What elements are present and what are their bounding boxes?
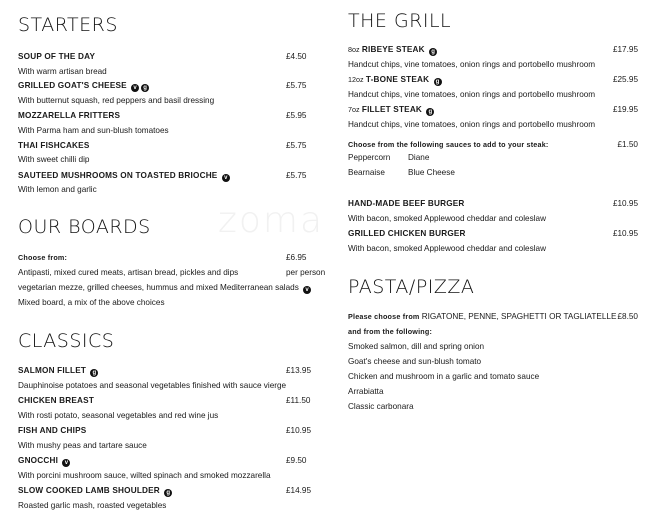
sauce-list bbox=[348, 153, 638, 183]
classic-item bbox=[18, 454, 328, 468]
item-name: MOZZARELLA FRITTERS bbox=[18, 111, 121, 120]
item-price: £10.95 bbox=[286, 426, 312, 435]
pasta-option: Chicken and mushroom in a garlic and tomato sauce bbox=[348, 372, 540, 381]
item-name: SALMON FILLET bbox=[18, 366, 87, 375]
sauce-heading: Choose from the following sauces to add to your steak: bbox=[348, 140, 549, 149]
board-option bbox=[18, 266, 328, 280]
item-name: GRILLED GOAT'S CHEESE bbox=[18, 81, 127, 90]
classic-item bbox=[18, 394, 328, 408]
item-name: T-BONE STEAK bbox=[365, 75, 430, 84]
item-name: FILLET STEAK bbox=[361, 105, 423, 114]
item-price: £13.95 bbox=[286, 366, 312, 375]
item-name: RIBEYE STEAK bbox=[361, 45, 425, 54]
starters-title: STARTERS bbox=[18, 14, 118, 36]
grill-item bbox=[348, 73, 638, 87]
item-price: £10.95 bbox=[612, 199, 638, 208]
item-price: £5.75 bbox=[286, 141, 307, 150]
item-name: SOUP OF THE DAY bbox=[18, 52, 96, 61]
pasta-option: Goat's cheese and sun-blush tomato bbox=[348, 357, 482, 366]
item-description: Roasted garlic mash, roasted vegetables bbox=[18, 501, 167, 510]
item-size: 7oz bbox=[348, 105, 360, 114]
pasta-and-following: and from the following: bbox=[348, 327, 433, 336]
item-price: £25.95 bbox=[612, 75, 638, 84]
grill-title: THE GRILL bbox=[348, 10, 452, 32]
item-description: With warm artisan bread bbox=[18, 67, 107, 76]
item-size: 8oz bbox=[348, 45, 360, 54]
item-price: £14.95 bbox=[286, 486, 312, 495]
burger-item bbox=[348, 227, 638, 241]
item-description: With mushy peas and tartare sauce bbox=[18, 441, 147, 450]
board-option-text: Antipasti, mixed cured meats, artisan bread, pickles and dips bbox=[18, 268, 239, 277]
item-description: With porcini mushroom sauce, wilted spinach and smoked mozzarella bbox=[18, 471, 271, 480]
item-price: £5.75 bbox=[286, 171, 307, 180]
item-name: CHICKEN BREAST bbox=[18, 396, 95, 405]
starter-item bbox=[18, 169, 328, 183]
item-description: With butternut squash, red peppers and basil dressing bbox=[18, 96, 215, 105]
item-description: With sweet chilli dip bbox=[18, 155, 90, 164]
vegetarian-icon: v bbox=[303, 286, 311, 294]
starter-item bbox=[18, 139, 328, 153]
classics-title: CLASSICS bbox=[18, 330, 115, 352]
item-size: 12oz bbox=[348, 75, 364, 84]
sauce-option: Peppercorn bbox=[348, 153, 391, 162]
item-price: £9.50 bbox=[286, 456, 307, 465]
item-price: £17.95 bbox=[612, 45, 638, 54]
board-option: Mixed board, a mix of the above choices bbox=[18, 298, 165, 307]
gluten-free-icon: g bbox=[164, 489, 172, 497]
gluten-free-icon: g bbox=[429, 48, 437, 56]
pasta-and-following-row bbox=[348, 325, 638, 339]
item-description: With rosti potato, seasonal vegetables and red wine jus bbox=[18, 411, 219, 420]
item-name: SLOW COOKED LAMB SHOULDER bbox=[18, 486, 160, 495]
item-description: With Parma ham and sun-blush tomatoes bbox=[18, 126, 169, 135]
gluten-free-icon: g bbox=[434, 78, 442, 86]
item-name: SAUTEED MUSHROOMS ON TOASTED BRIOCHE bbox=[18, 171, 218, 180]
pasta-option: Classic carbonara bbox=[348, 402, 414, 411]
boards-price: £6.95 bbox=[286, 253, 307, 262]
item-name: FISH AND CHIPS bbox=[18, 426, 87, 435]
item-price: £5.95 bbox=[286, 111, 307, 120]
pasta-choose-row bbox=[348, 310, 638, 324]
boards-per-person: per person bbox=[286, 268, 326, 277]
sauce-option: Diane bbox=[408, 153, 430, 162]
grill-item bbox=[348, 43, 638, 57]
item-price: £5.75 bbox=[286, 81, 307, 90]
sauce-option: Bearnaise bbox=[348, 168, 385, 177]
item-name: GRILLED CHICKEN BURGER bbox=[348, 229, 466, 238]
item-price: £10.95 bbox=[612, 229, 638, 238]
gluten-free-icon: g bbox=[90, 369, 98, 377]
starter-item bbox=[18, 109, 328, 123]
starter-item bbox=[18, 79, 328, 93]
pasta-option: Arrabiatta bbox=[348, 387, 384, 396]
classic-item bbox=[18, 424, 328, 438]
vegetarian-icon: v bbox=[222, 174, 230, 182]
grill-item bbox=[348, 103, 638, 117]
watermark: zoma bbox=[218, 200, 325, 241]
item-price: £4.50 bbox=[286, 52, 307, 61]
item-description: With lemon and garlic bbox=[18, 185, 97, 194]
pasta-title: PASTA/PIZZA bbox=[348, 276, 475, 298]
item-description: With bacon, smoked Applewood cheddar and coleslaw bbox=[348, 214, 546, 223]
item-description: Dauphinoise potatoes and seasonal vegetables finished with sauce vierge bbox=[18, 381, 287, 390]
sauce-option: Blue Cheese bbox=[408, 168, 455, 177]
gluten-free-icon: g bbox=[141, 84, 149, 92]
classic-item bbox=[18, 484, 328, 498]
item-price: £11.50 bbox=[286, 396, 311, 405]
pasta-price: £8.50 bbox=[617, 312, 638, 321]
board-option-text: vegetarian mezze, grilled cheeses, hummus and mixed Mediterranean salads bbox=[18, 283, 299, 292]
starter-item bbox=[18, 50, 328, 64]
boards-choose bbox=[18, 251, 328, 265]
item-name: HAND-MADE BEEF BURGER bbox=[348, 199, 465, 208]
gluten-free-icon: g bbox=[426, 108, 434, 116]
classic-item bbox=[18, 364, 328, 378]
item-name: GNOCCHI bbox=[18, 456, 59, 465]
sauce-heading-row bbox=[348, 138, 638, 152]
boards-choose-label: Choose from: bbox=[18, 253, 68, 262]
pasta-option: Smoked salmon, dill and spring onion bbox=[348, 342, 485, 351]
burger-item bbox=[348, 197, 638, 211]
item-description: Handcut chips, vine tomatoes, onion rings and portobello mushroom bbox=[348, 120, 596, 129]
board-option bbox=[18, 281, 328, 295]
vegetarian-icon: v bbox=[131, 84, 139, 92]
sauce-price: £1.50 bbox=[617, 140, 638, 149]
item-description: Handcut chips, vine tomatoes, onion rings and portobello mushroom bbox=[348, 60, 596, 69]
item-description: With bacon, smoked Applewood cheddar and coleslaw bbox=[348, 244, 546, 253]
vegetarian-icon: v bbox=[62, 459, 70, 467]
item-price: £19.95 bbox=[612, 105, 638, 114]
boards-title: OUR BOARDS bbox=[18, 216, 151, 238]
item-name: THAI FISHCAKES bbox=[18, 141, 90, 150]
item-description: Handcut chips, vine tomatoes, onion rings and portobello mushroom bbox=[348, 90, 596, 99]
pasta-choose-prefix: Please choose from bbox=[348, 312, 422, 321]
pasta-shapes: RIGATONE, PENNE, SPAGHETTI OR TAGLIATELLE bbox=[421, 312, 617, 321]
